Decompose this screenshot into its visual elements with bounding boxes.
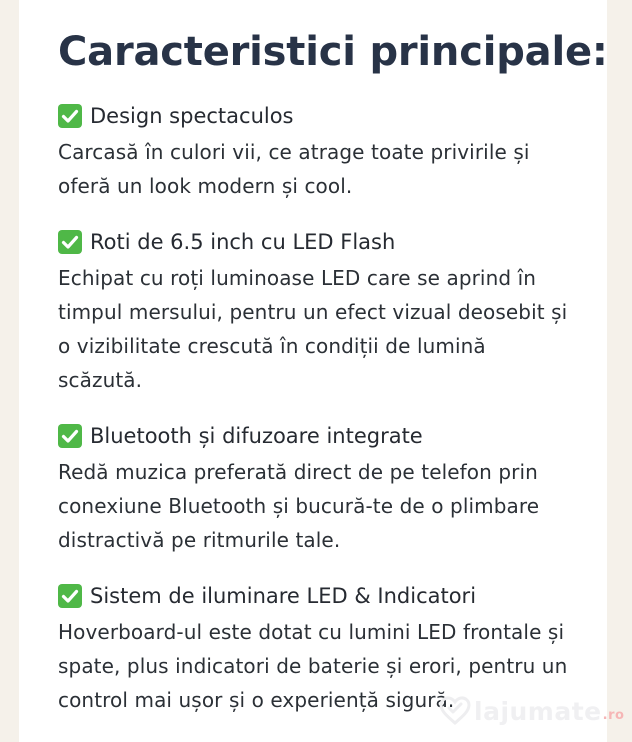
- feature-item: [58, 227, 618, 397]
- feature-title: Bluetooth și difuzoare integrate: [90, 424, 423, 448]
- check-mark-icon: [58, 230, 82, 254]
- description-line: o vizibilitate crescută în condiții de lumină: [58, 334, 486, 358]
- feature-item: [58, 421, 618, 557]
- description-line: Echipat cu roți luminoase LED care se aprind în: [58, 266, 537, 290]
- lajumate-heart-icon: [438, 694, 472, 728]
- feature-description: [58, 455, 618, 557]
- check-mark-icon: [58, 424, 82, 448]
- feature-description: [58, 261, 618, 397]
- description-line: oferă un look modern și cool.: [58, 174, 353, 198]
- page-title: Caracteristici principale:: [58, 29, 608, 75]
- watermark: [438, 693, 624, 729]
- feature-title: Sistem de iluminare LED & Indicatori: [90, 584, 477, 608]
- description-line: Hoverboard-ul este dotat cu lumini LED frontale și: [58, 620, 565, 644]
- description-line: Redă muzica preferată direct de pe telefon prin: [58, 460, 538, 484]
- feature-title: Design spectaculos: [90, 104, 294, 128]
- features-section: [58, 26, 618, 741]
- description-line: timpul mersului, pentru un efect vizual deosebit și: [58, 300, 568, 324]
- description-line: control mai ușor și o experiență sigură.: [58, 688, 455, 712]
- watermark-domain-suffix: .ro: [602, 707, 625, 723]
- feature-item: [58, 101, 618, 203]
- description-line: distractivă pe ritmurile tale.: [58, 528, 341, 552]
- feature-title-row: [58, 227, 618, 257]
- description-line: scăzută.: [58, 368, 143, 392]
- feature-title-row: [58, 421, 618, 451]
- feature-title-row: [58, 581, 618, 611]
- feature-description: [58, 135, 618, 203]
- check-mark-icon: [58, 584, 82, 608]
- description-line: conexiune Bluetooth și bucură-te de o plimbare: [58, 494, 540, 518]
- description-line: Carcasă în culori vii, ce atrage toate privirile și: [58, 140, 530, 164]
- feature-title-row: [58, 101, 618, 131]
- watermark-brand: lajumate: [474, 696, 602, 726]
- description-line: spate, plus indicatori de baterie și erori, pentru un: [58, 654, 568, 678]
- feature-title: Roti de 6.5 inch cu LED Flash: [90, 230, 396, 254]
- feature-list: [58, 101, 618, 717]
- content-card: [19, 0, 607, 742]
- check-mark-icon: [58, 104, 82, 128]
